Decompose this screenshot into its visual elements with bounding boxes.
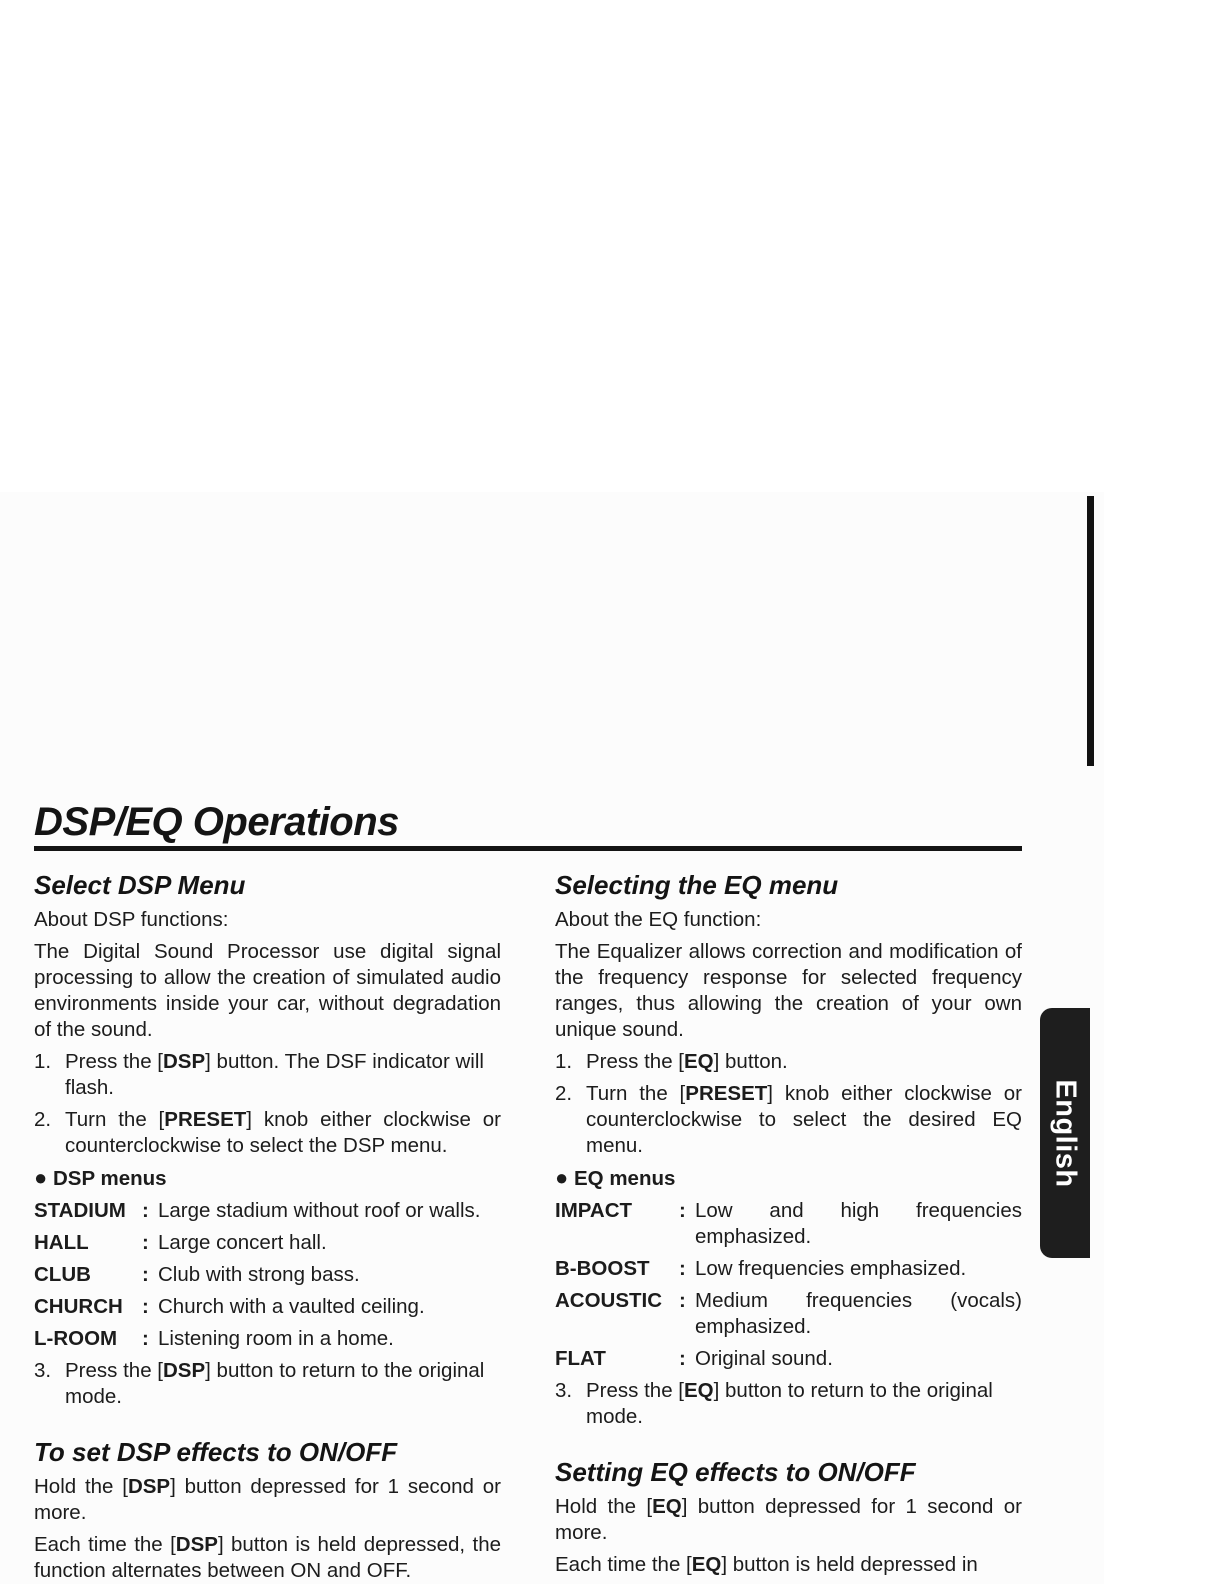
dsp-onoff-heading: To set DSP effects to ON/OFF <box>34 1437 398 1467</box>
menu-name: ACOUSTIC <box>555 1289 663 1312</box>
key-label: EQ <box>684 1379 714 1402</box>
eq-menu-row: IMPACT : Low and high frequencies emphasized. <box>555 1199 1022 1248</box>
bullet-icon: ● <box>555 1165 569 1190</box>
language-tab-label: English <box>1049 1078 1082 1188</box>
step-text: Turn the [PRESET] knob either clockwise or counterclockwise to select the DSP menu. <box>65 1108 502 1157</box>
dsp-step-1 <box>34 1049 501 1101</box>
menu-name: L-ROOM <box>34 1327 118 1350</box>
key-label: DSP <box>163 1050 206 1073</box>
dsp-menu-row: HALL : Large concert hall. <box>34 1230 501 1256</box>
eq-intro: The Equalizer allows correction and modification of the frequency response for selected frequency ranges, thus allowing the creation of your own unique sound. <box>555 940 1022 1041</box>
step-text: Press the [EQ] button. <box>586 1050 788 1073</box>
menu-description: Medium frequencies (vocals) emphasized. <box>695 1289 1022 1338</box>
step-text: Press the [DSP] button to return to the original mode. <box>65 1359 485 1408</box>
dsp-step-3 <box>34 1358 501 1410</box>
key-label: DSP <box>127 1475 171 1498</box>
key-label: DSP <box>175 1533 218 1556</box>
dsp-menu-heading: Select DSP Menu <box>34 870 246 900</box>
eq-menu-heading: Selecting the EQ menu <box>555 870 839 900</box>
dsp-menus-heading: ● DSP menus <box>34 1165 167 1190</box>
menu-name: IMPACT <box>555 1199 633 1222</box>
key-label: EQ <box>684 1050 714 1073</box>
dsp-menu-row: CLUB : Club with strong bass. <box>34 1262 501 1288</box>
eq-menus-heading: ● EQ menus <box>555 1165 676 1190</box>
language-tab <box>1040 1008 1090 1258</box>
step-number: 1. <box>34 1050 52 1073</box>
menu-name: FLAT <box>555 1347 606 1370</box>
step-number: 3. <box>555 1379 573 1402</box>
menu-name: CLUB <box>34 1263 91 1286</box>
step-number: 2. <box>34 1108 52 1131</box>
eq-menu-row: FLAT : Original sound. <box>555 1346 1022 1372</box>
menu-description: Church with a vaulted ceiling. <box>158 1295 425 1318</box>
step-number: 3. <box>34 1359 52 1382</box>
eq-menu-row: B-BOOST : Low frequencies emphasized. <box>555 1256 1022 1282</box>
menu-description: Large stadium without roof or walls. <box>158 1199 481 1222</box>
eq-about: About the EQ function: <box>555 908 762 931</box>
title-rule <box>34 846 1022 851</box>
eq-onoff-heading: Setting EQ effects to ON/OFF <box>555 1457 916 1487</box>
dsp-menu-row: STADIUM : Large stadium without roof or walls. <box>34 1198 501 1224</box>
left-column <box>34 869 501 1590</box>
dsp-menu-row: CHURCH : Church with a vaulted ceiling. <box>34 1294 501 1320</box>
key-label: EQ <box>691 1553 722 1576</box>
dsp-menu-row: L-ROOM : Listening room in a home. <box>34 1326 501 1352</box>
step-text: Turn the [PRESET] knob either clockwise or counterclockwise to select the desired EQ menu. <box>586 1082 1023 1157</box>
right-column <box>555 869 1022 1584</box>
step-number: 2. <box>555 1082 573 1105</box>
step-text: Press the [DSP] button. The DSF indicator will flash. <box>65 1050 484 1099</box>
menu-description: Large concert hall. <box>158 1231 327 1254</box>
menu-description: Low frequencies emphasized. <box>695 1257 967 1280</box>
eq-menu-row: ACOUSTIC : Medium frequencies (vocals) emphasized. <box>555 1289 1022 1338</box>
menu-name: HALL <box>34 1231 89 1254</box>
key-label: PRESET <box>164 1108 247 1131</box>
eq-step-2 <box>555 1081 1022 1159</box>
dsp-onoff-text-2: Each time the [DSP] button is held depressed, the function alternates between ON and OFF. <box>34 1533 501 1582</box>
key-label: DSP <box>163 1359 206 1382</box>
eq-onoff-text-1: Hold the [EQ] button depressed for 1 second or more. <box>555 1495 1022 1544</box>
eq-step-1 <box>555 1049 1022 1075</box>
menu-name: CHURCH <box>34 1295 123 1318</box>
eq-onoff-text-2: Each time the [EQ] button is held depressed in <box>555 1553 978 1576</box>
step-text: Press the [EQ] button to return to the original mode. <box>586 1379 993 1428</box>
margin-edge-bar <box>1087 496 1094 766</box>
menu-description: Original sound. <box>695 1347 833 1370</box>
step-number: 1. <box>555 1050 573 1073</box>
page-title: DSP/EQ Operations <box>34 800 399 844</box>
menu-name: B-BOOST <box>555 1257 650 1280</box>
menu-description: Club with strong bass. <box>158 1263 360 1286</box>
key-label: EQ <box>652 1495 682 1518</box>
dsp-onoff-text-1: Hold the [DSP] button depressed for 1 second or more. <box>34 1475 501 1524</box>
menu-description: Listening room in a home. <box>158 1327 394 1350</box>
dsp-about: About DSP functions: <box>34 908 229 931</box>
menu-name: STADIUM <box>34 1199 126 1222</box>
dsp-step-2 <box>34 1107 501 1159</box>
bullet-icon: ● <box>34 1165 48 1190</box>
dsp-intro: The Digital Sound Processor use digital signal processing to allow the creation of simulated audio environments inside your car, without degradation of the sound. <box>34 940 501 1041</box>
eq-step-3 <box>555 1378 1022 1430</box>
key-label: PRESET <box>685 1082 768 1105</box>
menu-description: Low and high frequencies emphasized. <box>695 1199 1022 1248</box>
